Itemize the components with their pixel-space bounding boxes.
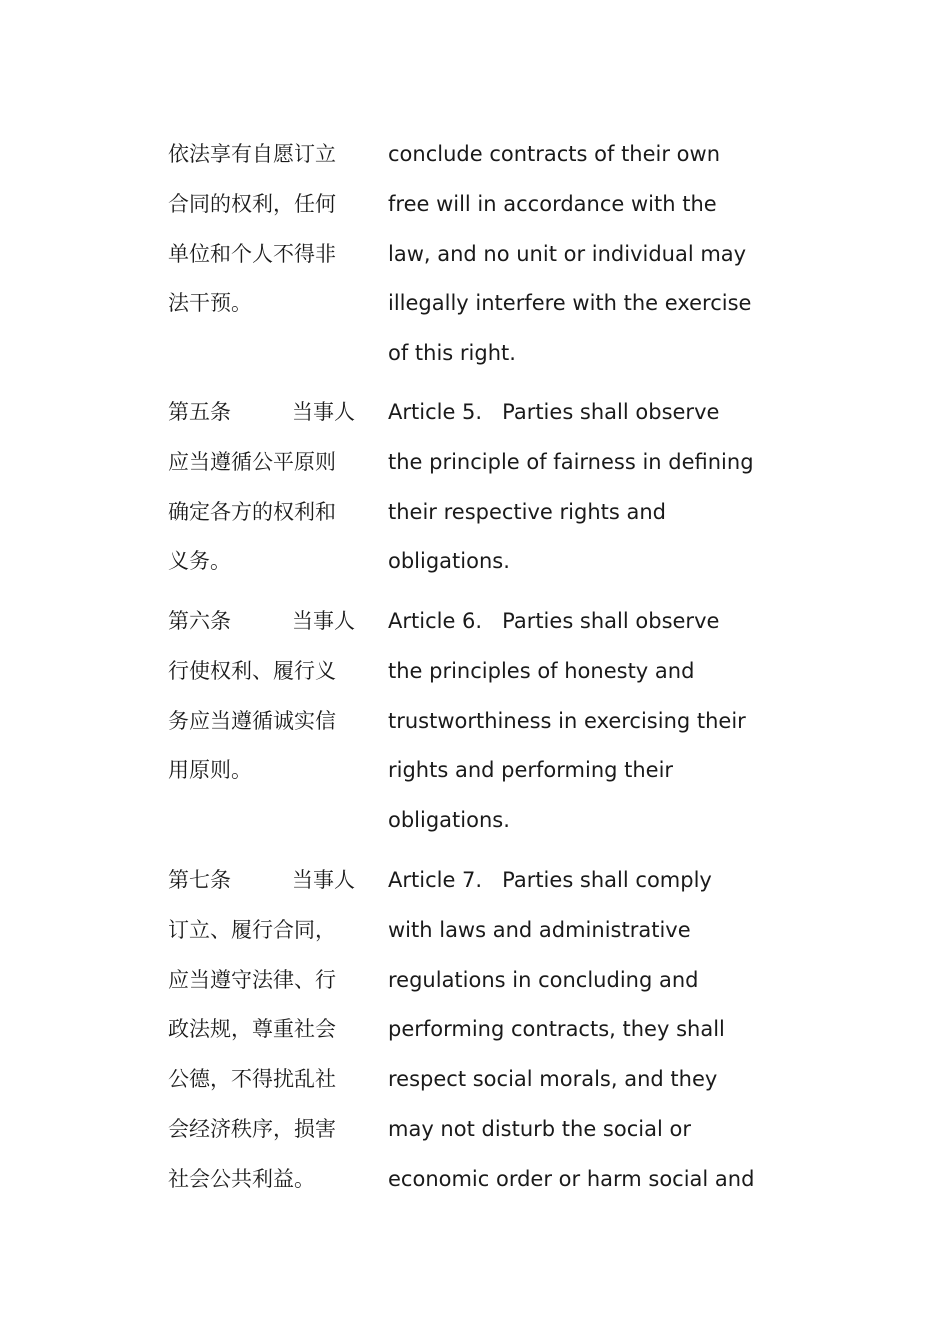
english-text: conclude contracts of their own free will in accordance with the law, and no unit or individual may illegally interfere with the exercise of this right. [388, 142, 752, 366]
article-heading [168, 597, 363, 647]
article-lead: 当事人 [292, 400, 355, 424]
english-text: Article 7. Parties shall comply with laws and administrative regulations in concluding and performing contracts, they shall respect social morals, and they may not disturb the social or economic order or harm social and [388, 868, 755, 1191]
article-heading [168, 388, 363, 438]
english-text: Article 6. Parties shall observe the principles of honesty and trustworthiness in exercising their rights and performing their obligations. [388, 609, 746, 833]
article-heading [168, 856, 363, 906]
article-lead: 当事人 [292, 609, 355, 633]
english-text: Article 5. Parties shall observe the principle of fairness in defining their respective rights and obligations. [388, 400, 754, 574]
chinese-text: 第六条 当事人 行使权利、履行义 务应当遵循诚实信 用原则。 [168, 597, 363, 796]
chinese-text: 依法享有自愿订立 合同的权利，任何 单位和个人不得非 法干预。 [168, 142, 336, 316]
article-number: 第五条 [168, 400, 231, 424]
article-number: 第七条 [168, 868, 231, 892]
article-lead: 当事人 [292, 868, 355, 892]
chinese-text: 第七条 当事人 订立、履行合同， 应当遵守法律、行 政法规，尊重社会 公德，不得扰乱社 会经济秩序，损害 社会公共利益。 [168, 856, 363, 1205]
chinese-text: 第五条 当事人 应当遵循公平原则 确定各方的权利和 义务。 [168, 388, 363, 587]
article-number: 第六条 [168, 609, 231, 633]
